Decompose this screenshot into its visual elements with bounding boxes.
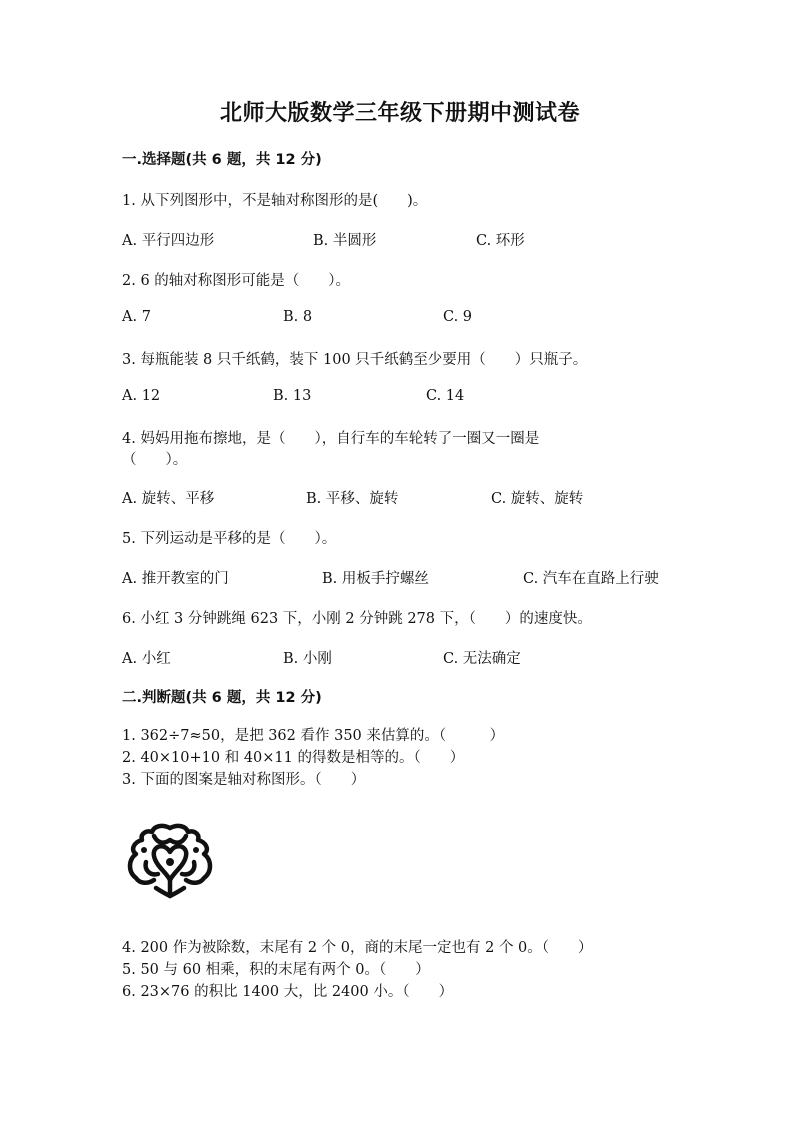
option-3b: B. 13 <box>273 388 312 404</box>
judgement-2: 2. 40×10+10 和 40×11 的得数是相等的。（ ） <box>122 750 465 766</box>
option-1c: C. 环形 <box>476 233 525 249</box>
option-5a: A. 推开教室的门 <box>122 571 229 587</box>
judgement-3: 3. 下面的图案是轴对称图形。（ ） <box>122 772 366 788</box>
option-6a: A. 小红 <box>122 651 171 667</box>
judgement-5: 5. 50 与 60 相乘，积的末尾有两个 0。（ ） <box>122 962 430 978</box>
option-1a: A. 平行四边形 <box>122 233 215 249</box>
section-heading-judgement: 二.判断题(共 6 题，共 12 分) <box>122 690 322 706</box>
page-title: 北师大版数学三年级下册期中测试卷 <box>219 101 580 126</box>
option-5b: B. 用板手拧螺丝 <box>322 571 429 587</box>
option-3c: C. 14 <box>426 388 465 404</box>
option-2a: A. 7 <box>122 309 151 325</box>
question-4: 4. 妈妈用拖布擦地，是（ ），自行车的车轮转了一圈又一圈是 <box>122 431 540 447</box>
option-6b: B. 小刚 <box>283 651 332 667</box>
option-3a: A. 12 <box>122 388 161 404</box>
question-6: 6. 小红 3 分钟跳绳 623 下，小刚 2 分钟跳 278 下，（ ）的速度快。 <box>122 611 592 627</box>
question-1: 1. 从下列图形中，不是轴对称图形的是( )。 <box>122 193 428 209</box>
question-5: 5. 下列运动是平移的是（ ）。 <box>122 531 337 547</box>
option-2b: B. 8 <box>283 309 313 325</box>
option-4a: A. 旋转、平移 <box>122 491 215 507</box>
option-2c: C. 9 <box>443 309 473 325</box>
symmetric-ornament-icon <box>124 822 216 900</box>
judgement-4: 4. 200 作为被除数，末尾有 2 个 0，商的末尾一定也有 2 个 0。（ ） <box>122 940 593 956</box>
option-5c: C. 汽车在直路上行驶 <box>523 571 659 587</box>
option-4b: B. 平移、旋转 <box>306 491 399 507</box>
option-4c: C. 旋转、旋转 <box>491 491 584 507</box>
judgement-6: 6. 23×76 的积比 1400 大，比 2400 小。（ ） <box>122 984 454 1000</box>
question-4-continued: （ ）。 <box>122 452 188 468</box>
option-6c: C. 无法确定 <box>443 651 521 667</box>
question-2: 2. 6 的轴对称图形可能是（ ）。 <box>122 273 351 289</box>
section-heading-choice: 一.选择题(共 6 题，共 12 分) <box>122 152 322 168</box>
option-1b: B. 半圆形 <box>313 233 377 249</box>
question-3: 3. 每瓶能装 8 只千纸鹤，装下 100 只千纸鹤至少要用（ ）只瓶子。 <box>122 352 588 368</box>
judgement-1: 1. 362÷7≈50，是把 362 看作 350 来估算的。（ ） <box>122 728 505 744</box>
